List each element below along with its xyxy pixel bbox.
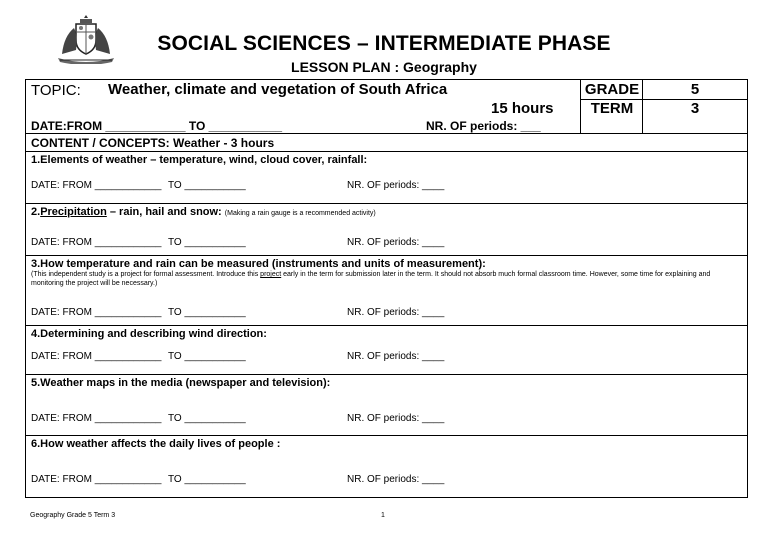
section-2-title: 2.Precipitation – rain, hail and snow: (Making a rain gauge is a recommended activity) [31,206,376,218]
date-from-field: DATE: FROM ____________ [31,180,162,191]
date-from-field: DATE: FROM ____________ [31,474,162,485]
nr-periods-field: NR. OF periods: ____ [347,307,445,318]
date-to-field: TO ___________ [168,307,246,318]
date-to-field: TO ___________ [168,474,246,485]
date-from-field: DATE: FROM ____________ [31,413,162,424]
section-2-date-line [31,237,631,248]
lesson-plan-table [25,79,748,498]
section-1-title: 1.Elements of weather – temperature, wind, cloud cover, rainfall: [31,154,368,166]
section-3-date-line [31,307,631,318]
date-to-field: TO ___________ [168,237,246,248]
date-to-field: TO ___________ [168,351,246,362]
nr-periods-field: NR. OF periods: ____ [347,180,445,191]
page-number: 1 [381,512,385,519]
term-value: 3 [690,100,700,117]
section-5-title: 5.Weather maps in the media (newspaper and television): [31,377,331,389]
nr-periods-field: NR. OF periods: ____ [347,413,445,424]
precipitation-term: Precipitation [40,206,107,218]
section-1-date-line [31,180,631,191]
grade-value: 5 [690,81,700,98]
divider [26,435,747,436]
footer-label: Geography Grade 5 Term 3 [30,512,116,519]
grade-label: GRADE [584,81,640,98]
nr-periods-field: NR. OF periods: ____ [347,474,445,485]
page-subtitle: LESSON PLAN : Geography [291,59,477,75]
page-title: SOCIAL SCIENCES – INTERMEDIATE PHASE [157,32,611,55]
section-3-note: (This independent study is a project for formal assessment. Introduce this project early in the term for submission later in the term. It should not absorb much formal classroom time. However, some time for explaining and monitoring the project will be necessary.) [31,271,711,287]
date-to-field: TO ___________ [168,413,246,424]
topic-nr-periods: NR. OF periods: ___ [426,119,541,133]
section-6-title: 6.How weather affects the daily lives of people : [31,438,281,450]
content-concepts: CONTENT / CONCEPTS: Weather - 3 hours [31,136,275,150]
topic-date-range: DATE:FROM ____________ TO ___________ [31,119,283,133]
divider [26,203,747,204]
date-from-field: DATE: FROM ____________ [31,351,162,362]
nr-periods-field: NR. OF periods: ____ [347,351,445,362]
nr-periods-field: NR. OF periods: ____ [347,237,445,248]
topic-hours: 15 hours [491,100,554,117]
date-from-field: DATE: FROM ____________ [31,237,162,248]
divider [26,374,747,375]
divider [26,133,747,134]
topic-label: TOPIC: [31,82,81,99]
divider [26,325,747,326]
section-4-date-line [31,351,631,362]
divider [26,151,747,152]
section-2-note: (Making a rain gauge is a recommended activity) [224,210,376,217]
term-label: TERM [590,100,634,117]
section-6-date-line [31,474,631,485]
topic-text: Weather, climate and vegetation of South Africa [108,81,448,98]
date-from-field: DATE: FROM ____________ [31,307,162,318]
section-3-title: 3.How temperature and rain can be measured (instruments and units of measurement): [31,258,486,270]
section-4-title: 4.Determining and describing wind direction: [31,328,267,340]
divider [26,255,747,256]
date-to-field: TO ___________ [168,180,246,191]
section-5-date-line [31,413,631,424]
